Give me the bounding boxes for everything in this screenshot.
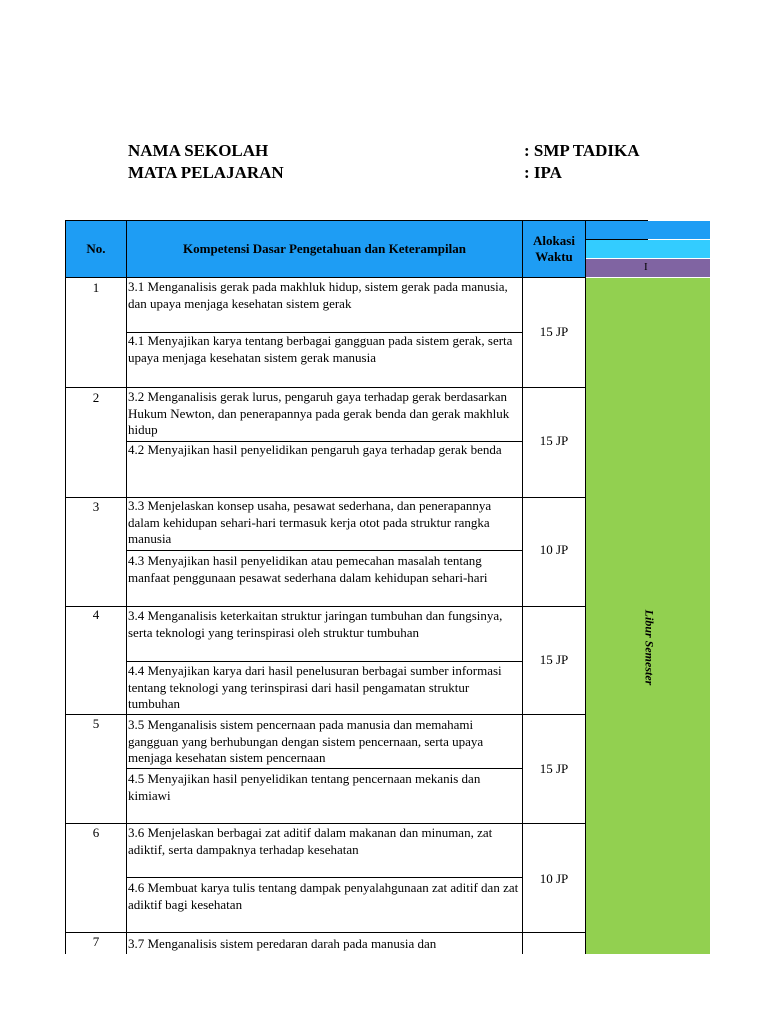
header-right-mid-line1 xyxy=(586,239,648,240)
row-2-no: 2 xyxy=(92,390,100,405)
row-3-no: 3 xyxy=(92,499,100,514)
subject-value: : IPA xyxy=(524,163,562,182)
holiday-vertical-label: Libur Semester xyxy=(642,609,657,686)
school-value: : SMP TADIKA xyxy=(524,141,640,160)
row-5-jp: 15 JP xyxy=(539,761,569,776)
row-5-kd3: 3.5 Menganalisis sistem pencernaan pada manusia dan memahami gangguan yang berhubungan dengan sistem pencernaan, serta upaya menjaga kesehatan sistem pencernaan xyxy=(128,717,484,765)
header-blue-cell xyxy=(586,221,710,239)
row-6-kd3: 3.6 Menjelaskan berbagai zat aditif dalam makanan dan minuman, zat adiktif, serta dampaknya terhadap kesehatan xyxy=(128,825,493,857)
header-cyan-cell xyxy=(586,240,710,258)
row-5-kd4: 4.5 Menyajikan hasil penyelidikan tentang pencernaan mekanis dan kimiawi xyxy=(128,771,481,803)
row-6-kd4: 4.6 Membuat karya tulis tentang dampak penyalahgunaan zat aditif dan zat adiktif bagi kesehatan xyxy=(128,880,519,912)
row-3-kd3: 3.3 Menjelaskan konsep usaha, pesawat sederhana, dan penerapannya dalam kehidupan sehari-hari termasuk kerja otot pada struktur rangka manusia xyxy=(128,498,492,546)
row-5-bottom xyxy=(65,823,586,824)
row-2-kd3: 3.2 Menganalisis gerak lurus, pengaruh gaya terhadap gerak berdasarkan Hukum Newton, dan penerapannya pada gerak benda dan gerak makhluk hidup xyxy=(128,389,510,437)
row-3-kd4: 4.3 Menyajikan hasil penyelidikan atau pemecahan masalah tentang manfaat penggunaan pesawat sederhana dalam kehidupan sehari-hari xyxy=(128,553,488,585)
header-alokasi-label: Alokasi Waktu xyxy=(533,233,575,264)
row-4-jp: 15 JP xyxy=(539,652,569,667)
row-7-kd3: 3.7 Menganalisis sistem peredaran darah pada manusia dan xyxy=(128,936,437,951)
header-alokasi xyxy=(523,221,585,277)
row-2-jp: 15 JP xyxy=(539,433,569,448)
row-4-kd3: 3.4 Menganalisis keterkaitan struktur jaringan tumbuhan dan fungsinya, serta teknologi yang terinspirasi oleh struktur tumbuhan xyxy=(128,608,503,640)
row-1-bottom xyxy=(65,387,586,388)
row-4-split xyxy=(126,661,523,662)
row-1-kd3: 3.1 Menganalisis gerak pada makhluk hidup, sistem gerak pada manusia, dan upaya menjaga kesehatan sistem gerak xyxy=(128,279,508,311)
row-2-kd4: 4.2 Menyajikan hasil penyelidikan pengaruh gaya terhadap gerak benda xyxy=(128,442,502,457)
row-3-split xyxy=(126,550,523,551)
row-4-bottom xyxy=(65,714,586,715)
line-left xyxy=(65,220,66,954)
row-1-kd4: 4.1 Menyajikan karya tentang berbagai gangguan pada sistem gerak, serta upaya menjaga kesehatan sistem gerak manusia xyxy=(128,333,513,365)
purple-fragment-text: I xyxy=(644,261,648,273)
row-4-no: 4 xyxy=(92,607,100,622)
row-6-split xyxy=(126,877,523,878)
row-1-no: 1 xyxy=(92,280,100,295)
kd-table xyxy=(65,220,710,954)
subject-label: MATA PELAJARAN xyxy=(128,163,284,182)
line-jp-right xyxy=(585,220,586,954)
header-right-top-line xyxy=(586,220,648,221)
row-1-jp: 15 JP xyxy=(539,324,569,339)
header-purple-cell xyxy=(586,259,710,277)
header-kd-label: Kompetensi Dasar Pengetahuan dan Keterampilan xyxy=(183,241,466,256)
row-6-no: 6 xyxy=(92,825,100,840)
row-6-bottom xyxy=(65,932,586,933)
row-7-no: 7 xyxy=(92,934,100,949)
line-no-kd xyxy=(126,220,127,954)
header-no xyxy=(66,221,126,277)
row-3-bottom xyxy=(65,606,586,607)
row-3-jp: 10 JP xyxy=(539,542,569,557)
school-label: NAMA SEKOLAH xyxy=(128,141,269,160)
header-no-label: No. xyxy=(86,241,106,256)
row-5-no: 5 xyxy=(92,716,100,731)
line-header-bottom xyxy=(65,277,586,278)
row-4-kd4: 4.4 Menyajikan karya dari hasil penelusuran berbagai sumber informasi tentang teknologi yang terinspirasi dari hasil pengamatan struktur tumbuhan xyxy=(128,663,502,711)
header-kd xyxy=(127,221,522,277)
line-top xyxy=(65,220,586,221)
row-5-split xyxy=(126,768,523,769)
row-6-jp: 10 JP xyxy=(539,871,569,886)
